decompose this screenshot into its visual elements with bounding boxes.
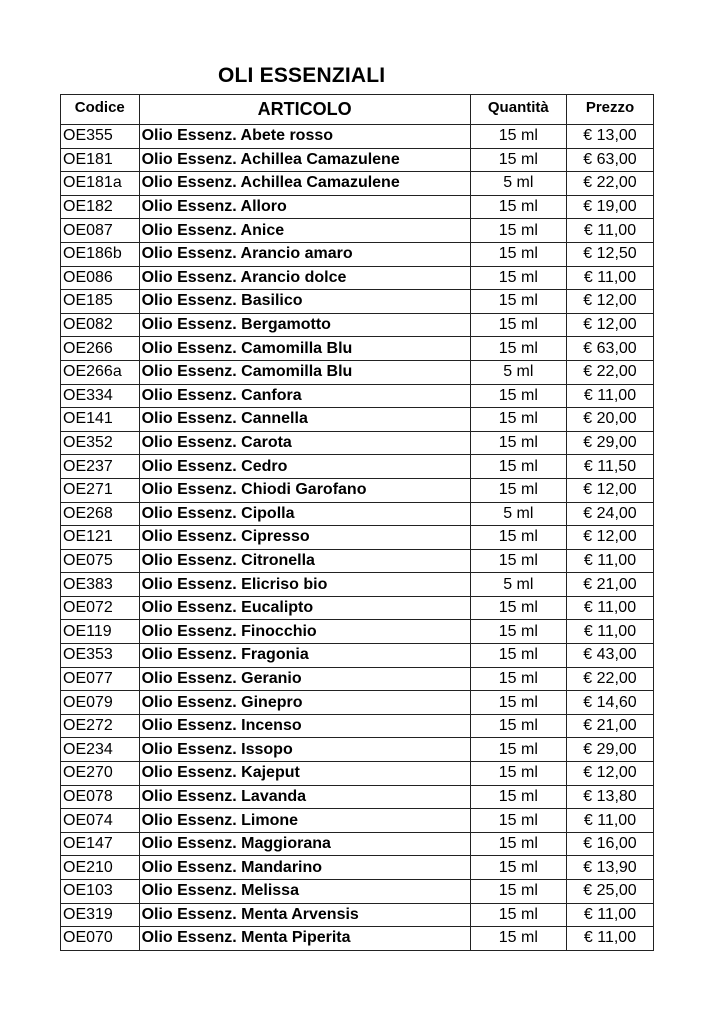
table-row xyxy=(61,526,654,550)
product-code: OE182 xyxy=(61,195,140,219)
product-name: Olio Essenz. Elicriso bio xyxy=(139,573,470,597)
product-name: Olio Essenz. Basilico xyxy=(139,290,470,314)
header-quantity: Quantità xyxy=(470,95,566,125)
product-quantity: 15 ml xyxy=(470,242,566,266)
product-name: Olio Essenz. Camomilla Blu xyxy=(139,337,470,361)
product-quantity: 15 ml xyxy=(470,620,566,644)
product-quantity: 15 ml xyxy=(470,313,566,337)
product-quantity: 15 ml xyxy=(470,195,566,219)
product-quantity: 15 ml xyxy=(470,714,566,738)
product-quantity: 15 ml xyxy=(470,903,566,927)
table-row xyxy=(61,644,654,668)
product-price: € 11,00 xyxy=(567,219,654,243)
product-price: € 21,00 xyxy=(567,714,654,738)
header-article: ARTICOLO xyxy=(139,95,470,125)
product-price: € 11,00 xyxy=(567,266,654,290)
product-code: OE074 xyxy=(61,809,140,833)
product-quantity: 15 ml xyxy=(470,408,566,432)
table-row xyxy=(61,903,654,927)
product-price: € 24,00 xyxy=(567,502,654,526)
product-quantity: 15 ml xyxy=(470,290,566,314)
product-quantity: 5 ml xyxy=(470,172,566,196)
product-name: Olio Essenz. Anice xyxy=(139,219,470,243)
product-code: OE086 xyxy=(61,266,140,290)
product-price: € 22,00 xyxy=(567,172,654,196)
product-code: OE082 xyxy=(61,313,140,337)
product-price: € 25,00 xyxy=(567,880,654,904)
product-code: OE087 xyxy=(61,219,140,243)
product-name: Olio Essenz. Lavanda xyxy=(139,785,470,809)
table-row xyxy=(61,667,654,691)
product-name: Olio Essenz. Issopo xyxy=(139,738,470,762)
product-name: Olio Essenz. Cipolla xyxy=(139,502,470,526)
header-row xyxy=(61,95,654,125)
product-quantity: 15 ml xyxy=(470,478,566,502)
table-row xyxy=(61,714,654,738)
table-row xyxy=(61,880,654,904)
table-row xyxy=(61,738,654,762)
product-price: € 13,90 xyxy=(567,856,654,880)
product-name: Olio Essenz. Achillea Camazulene xyxy=(139,148,470,172)
product-quantity: 15 ml xyxy=(470,596,566,620)
product-quantity: 15 ml xyxy=(470,856,566,880)
product-quantity: 15 ml xyxy=(470,762,566,786)
product-price: € 12,00 xyxy=(567,526,654,550)
product-code: OE075 xyxy=(61,549,140,573)
table-row xyxy=(61,125,654,149)
table-row xyxy=(61,549,654,573)
product-code: OE185 xyxy=(61,290,140,314)
product-quantity: 15 ml xyxy=(470,832,566,856)
table-row xyxy=(61,785,654,809)
product-price: € 21,00 xyxy=(567,573,654,597)
product-quantity: 5 ml xyxy=(470,573,566,597)
product-code: OE181a xyxy=(61,172,140,196)
product-price: € 11,00 xyxy=(567,927,654,951)
product-code: OE119 xyxy=(61,620,140,644)
product-name: Olio Essenz. Ginepro xyxy=(139,691,470,715)
table-row xyxy=(61,596,654,620)
table-row xyxy=(61,691,654,715)
product-name: Olio Essenz. Cipresso xyxy=(139,526,470,550)
product-code: OE272 xyxy=(61,714,140,738)
product-price: € 63,00 xyxy=(567,148,654,172)
product-name: Olio Essenz. Carota xyxy=(139,431,470,455)
product-quantity: 15 ml xyxy=(470,785,566,809)
product-price: € 19,00 xyxy=(567,195,654,219)
product-quantity: 15 ml xyxy=(470,549,566,573)
product-quantity: 15 ml xyxy=(470,455,566,479)
product-name: Olio Essenz. Maggiorana xyxy=(139,832,470,856)
product-quantity: 15 ml xyxy=(470,738,566,762)
table-row xyxy=(61,809,654,833)
product-name: Olio Essenz. Canfora xyxy=(139,384,470,408)
product-code: OE077 xyxy=(61,667,140,691)
product-code: OE072 xyxy=(61,596,140,620)
product-code: OE355 xyxy=(61,125,140,149)
product-code: OE353 xyxy=(61,644,140,668)
product-price: € 13,00 xyxy=(567,125,654,149)
product-quantity: 5 ml xyxy=(470,502,566,526)
product-quantity: 15 ml xyxy=(470,880,566,904)
product-name: Olio Essenz. Geranio xyxy=(139,667,470,691)
table-row xyxy=(61,573,654,597)
product-code: OE319 xyxy=(61,903,140,927)
product-code: OE070 xyxy=(61,927,140,951)
product-name: Olio Essenz. Citronella xyxy=(139,549,470,573)
product-price: € 12,00 xyxy=(567,478,654,502)
product-code: OE103 xyxy=(61,880,140,904)
product-quantity: 15 ml xyxy=(470,644,566,668)
table-row xyxy=(61,172,654,196)
product-quantity: 15 ml xyxy=(470,927,566,951)
table-row xyxy=(61,313,654,337)
product-price: € 29,00 xyxy=(567,738,654,762)
table-row xyxy=(61,502,654,526)
table-row xyxy=(61,762,654,786)
product-code: OE271 xyxy=(61,478,140,502)
product-price: € 11,00 xyxy=(567,620,654,644)
product-price: € 16,00 xyxy=(567,832,654,856)
table-row xyxy=(61,832,654,856)
product-code: OE334 xyxy=(61,384,140,408)
product-quantity: 15 ml xyxy=(470,219,566,243)
price-table xyxy=(60,94,654,951)
product-code: OE181 xyxy=(61,148,140,172)
table-row xyxy=(61,360,654,384)
product-code: OE234 xyxy=(61,738,140,762)
product-price: € 29,00 xyxy=(567,431,654,455)
table-row xyxy=(61,431,654,455)
table-row xyxy=(61,148,654,172)
product-name: Olio Essenz. Bergamotto xyxy=(139,313,470,337)
product-price: € 11,00 xyxy=(567,596,654,620)
product-name: Olio Essenz. Fragonia xyxy=(139,644,470,668)
product-price: € 22,00 xyxy=(567,667,654,691)
product-code: OE210 xyxy=(61,856,140,880)
product-code: OE121 xyxy=(61,526,140,550)
product-code: OE266 xyxy=(61,337,140,361)
product-quantity: 15 ml xyxy=(470,431,566,455)
product-price: € 14,60 xyxy=(567,691,654,715)
product-quantity: 15 ml xyxy=(470,667,566,691)
table-row xyxy=(61,219,654,243)
product-name: Olio Essenz. Menta Arvensis xyxy=(139,903,470,927)
product-name: Olio Essenz. Menta Piperita xyxy=(139,927,470,951)
product-name: Olio Essenz. Limone xyxy=(139,809,470,833)
product-price: € 12,00 xyxy=(567,313,654,337)
product-price: € 12,50 xyxy=(567,242,654,266)
product-price: € 11,00 xyxy=(567,549,654,573)
product-quantity: 15 ml xyxy=(470,526,566,550)
product-name: Olio Essenz. Abete rosso xyxy=(139,125,470,149)
table-row xyxy=(61,337,654,361)
product-code: OE186b xyxy=(61,242,140,266)
product-name: Olio Essenz. Cannella xyxy=(139,408,470,432)
product-code: OE270 xyxy=(61,762,140,786)
product-name: Olio Essenz. Kajeput xyxy=(139,762,470,786)
product-name: Olio Essenz. Achillea Camazulene xyxy=(139,172,470,196)
product-name: Olio Essenz. Arancio dolce xyxy=(139,266,470,290)
product-quantity: 15 ml xyxy=(470,125,566,149)
product-quantity: 15 ml xyxy=(470,266,566,290)
product-quantity: 15 ml xyxy=(470,148,566,172)
table-row xyxy=(61,620,654,644)
header-price: Prezzo xyxy=(567,95,654,125)
product-code: OE268 xyxy=(61,502,140,526)
product-code: OE266a xyxy=(61,360,140,384)
table-row xyxy=(61,478,654,502)
product-name: Olio Essenz. Cedro xyxy=(139,455,470,479)
product-quantity: 15 ml xyxy=(470,809,566,833)
product-price: € 11,00 xyxy=(567,809,654,833)
table-row xyxy=(61,384,654,408)
table-row xyxy=(61,242,654,266)
product-name: Olio Essenz. Finocchio xyxy=(139,620,470,644)
product-price: € 43,00 xyxy=(567,644,654,668)
table-row xyxy=(61,408,654,432)
table-row xyxy=(61,455,654,479)
product-price: € 12,00 xyxy=(567,290,654,314)
table-body xyxy=(61,125,654,951)
product-name: Olio Essenz. Eucalipto xyxy=(139,596,470,620)
product-price: € 11,00 xyxy=(567,384,654,408)
table-header xyxy=(61,95,654,125)
table-row xyxy=(61,290,654,314)
product-price: € 11,00 xyxy=(567,903,654,927)
product-name: Olio Essenz. Mandarino xyxy=(139,856,470,880)
product-price: € 11,50 xyxy=(567,455,654,479)
table-row xyxy=(61,195,654,219)
table-row xyxy=(61,856,654,880)
product-code: OE383 xyxy=(61,573,140,597)
product-code: OE237 xyxy=(61,455,140,479)
table-row xyxy=(61,266,654,290)
product-code: OE078 xyxy=(61,785,140,809)
page-title: OLI ESSENZIALI xyxy=(218,64,386,87)
product-name: Olio Essenz. Melissa xyxy=(139,880,470,904)
product-quantity: 5 ml xyxy=(470,360,566,384)
product-code: OE141 xyxy=(61,408,140,432)
product-name: Olio Essenz. Arancio amaro xyxy=(139,242,470,266)
header-code: Codice xyxy=(61,95,140,125)
product-code: OE352 xyxy=(61,431,140,455)
product-name: Olio Essenz. Incenso xyxy=(139,714,470,738)
product-price: € 22,00 xyxy=(567,360,654,384)
product-code: OE079 xyxy=(61,691,140,715)
table-row xyxy=(61,927,654,951)
product-name: Olio Essenz. Camomilla Blu xyxy=(139,360,470,384)
product-quantity: 15 ml xyxy=(470,691,566,715)
product-name: Olio Essenz. Alloro xyxy=(139,195,470,219)
product-price: € 20,00 xyxy=(567,408,654,432)
product-code: OE147 xyxy=(61,832,140,856)
product-quantity: 15 ml xyxy=(470,337,566,361)
product-price: € 13,80 xyxy=(567,785,654,809)
product-name: Olio Essenz. Chiodi Garofano xyxy=(139,478,470,502)
product-price: € 63,00 xyxy=(567,337,654,361)
product-quantity: 15 ml xyxy=(470,384,566,408)
product-price: € 12,00 xyxy=(567,762,654,786)
